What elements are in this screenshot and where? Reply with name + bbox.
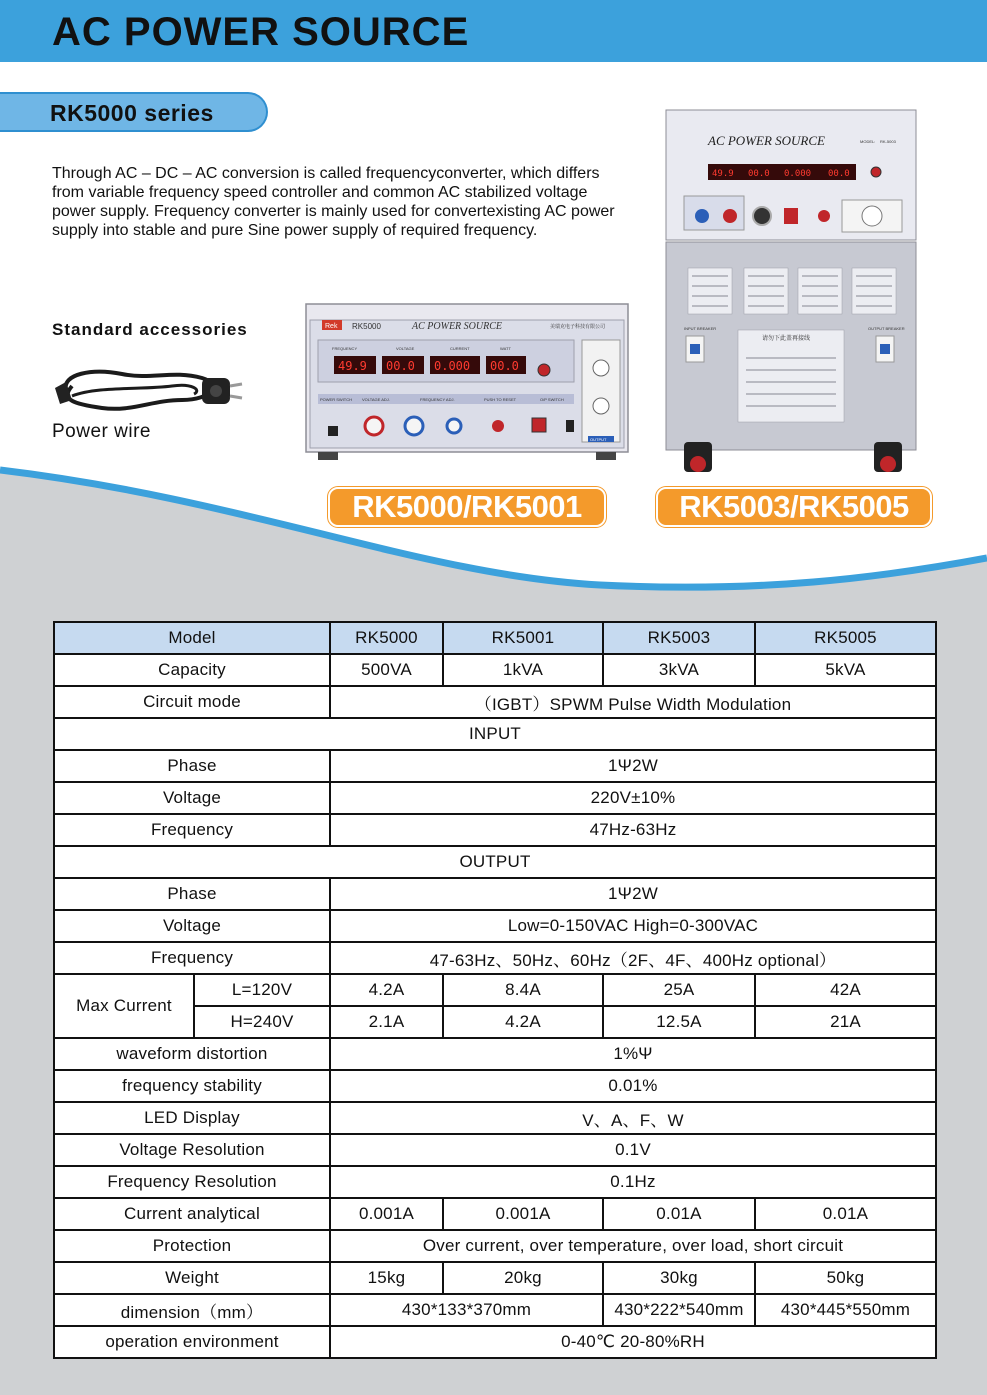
table-row-input-frequency	[54, 814, 936, 846]
tall-unit-watt-display: 00.0	[828, 169, 850, 179]
small-unit-power-switch-label: POWER SWITCH	[320, 397, 352, 402]
table-row-freq-stability	[54, 1070, 936, 1102]
tall-unit-model: RK-5003	[880, 139, 896, 144]
small-unit-label-frequency: FREQUENCY	[332, 346, 358, 351]
table-row-input-phase	[54, 750, 936, 782]
table-cell: 0.001A	[443, 1198, 603, 1230]
table-cell: 430*133*370mm	[330, 1294, 603, 1326]
spec-table	[53, 621, 937, 1359]
table-cell-label: Weight	[54, 1262, 330, 1294]
tall-unit-output-breaker-label: OUTPUT BREAKER	[868, 326, 905, 331]
table-cell: 0.1Hz	[330, 1166, 936, 1198]
table-row-output-phase	[54, 878, 936, 910]
table-section-input	[54, 718, 936, 750]
rk5003-unit-image	[664, 108, 918, 476]
tall-unit-frequency-display: 49.9	[712, 169, 734, 179]
table-cell: V、A、F、W	[330, 1102, 936, 1134]
small-unit-panel-title: AC POWER SOURCE	[412, 321, 502, 332]
table-cell: 0.1V	[330, 1134, 936, 1166]
table-cell: 12.5A	[603, 1006, 755, 1038]
table-cell: 1Ψ2W	[330, 878, 936, 910]
tall-unit-voltage-display: 00.0	[748, 169, 770, 179]
small-unit-label-voltage: VOLTAGE	[396, 346, 415, 351]
small-unit-current-display: 0.000	[434, 359, 471, 373]
table-cell-label: Circuit mode	[54, 686, 330, 718]
table-row-environment	[54, 1326, 936, 1358]
header-band	[0, 0, 987, 62]
table-row-current-analytical	[54, 1198, 936, 1230]
small-unit-reset-label: PUSH TO RESET	[484, 397, 517, 402]
table-row-frequency-resolution	[54, 1166, 936, 1198]
table-cell-label: Frequency	[54, 942, 330, 974]
table-row-model	[54, 622, 936, 654]
table-cell-label: operation environment	[54, 1326, 330, 1358]
table-cell: 50kg	[755, 1262, 936, 1294]
table-cell: 430*222*540mm	[603, 1294, 755, 1326]
table-cell: 47-63Hz、50Hz、60Hz（2F、4F、400Hz optional）	[330, 942, 936, 974]
table-row-output-voltage	[54, 910, 936, 942]
table-cell-label: Capacity	[54, 654, 330, 686]
small-unit-frequency-adj-label: FREQUENCY ADJ.	[420, 397, 455, 402]
badge-rk5000-rk5001: RK5000/RK5001	[328, 487, 606, 527]
table-cell: 20kg	[443, 1262, 603, 1294]
table-section-output	[54, 846, 936, 878]
table-cell-model-rk5000: RK5000	[330, 622, 443, 654]
table-cell: 1kVA	[443, 654, 603, 686]
table-cell-model-rk5005: RK5005	[755, 622, 936, 654]
badge-rk5003-rk5005: RK5003/RK5005	[656, 487, 932, 527]
table-row-voltage-resolution	[54, 1134, 936, 1166]
table-cell: 25A	[603, 974, 755, 1006]
table-cell-label: Frequency Resolution	[54, 1166, 330, 1198]
power-wire-image	[52, 360, 248, 420]
small-unit-voltage-display: 00.0	[386, 359, 415, 373]
table-cell-label: Voltage Resolution	[54, 1134, 330, 1166]
table-cell: 1Ψ2W	[330, 750, 936, 782]
table-cell-label: Voltage	[54, 782, 330, 814]
table-cell-label: waveform distortion	[54, 1038, 330, 1070]
tall-unit-panel-title: AC POWER SOURCE	[708, 133, 825, 148]
intro-paragraph: Through AC – DC – AC conversion is called frequencyconverter, which differs from variable frequency speed controller and common AC stabilized voltage power supply. Frequency converter is mainly used for convertexisting AC power supply into stable and pure Sine power supply of required frequency.	[52, 165, 615, 239]
table-cell: 2.1A	[330, 1006, 443, 1038]
table-cell: 21A	[755, 1006, 936, 1038]
small-unit-brand: Rek	[325, 323, 338, 330]
tall-unit-model-label: MODEL:	[860, 139, 876, 144]
table-cell: （IGBT）SPWM Pulse Width Modulation	[330, 686, 936, 718]
tall-unit-input-breaker-label: INPUT BREAKER	[684, 326, 717, 331]
small-unit-frequency-display: 49.9	[338, 359, 367, 373]
table-cell: 4.2A	[330, 974, 443, 1006]
small-unit-label-watt: WATT	[500, 346, 511, 351]
accessories-title: Standard accessories	[52, 320, 248, 339]
table-row-protection	[54, 1230, 936, 1262]
series-tab-label: RK5000 series	[50, 100, 214, 126]
table-row-weight	[54, 1262, 936, 1294]
table-cell: 5kVA	[755, 654, 936, 686]
table-cell: 220V±10%	[330, 782, 936, 814]
table-cell: 0-40℃ 20-80%RH	[330, 1326, 936, 1358]
table-cell-label: Frequency	[54, 814, 330, 846]
table-cell: 0.01A	[603, 1198, 755, 1230]
series-tab	[0, 92, 268, 132]
table-cell-label: Phase	[54, 750, 330, 782]
table-cell-label: Current analytical	[54, 1198, 330, 1230]
table-row-capacity	[54, 654, 936, 686]
table-section-label: INPUT	[54, 718, 936, 750]
table-row-input-voltage	[54, 782, 936, 814]
tall-unit-current-display: 0.000	[784, 169, 812, 179]
table-row-led	[54, 1102, 936, 1134]
small-unit-label-current: CURRENT	[450, 346, 470, 351]
table-cell-model-rk5001: RK5001	[443, 622, 603, 654]
small-unit-output-switch-label: O/P SWITCH	[540, 397, 564, 402]
small-unit-model: RK5000	[352, 322, 381, 331]
table-cell: 4.2A	[443, 1006, 603, 1038]
table-row-max-current-low	[54, 974, 936, 1006]
table-cell: 42A	[755, 974, 936, 1006]
table-cell-label: dimension（mm）	[54, 1294, 330, 1326]
table-row-circuit-mode	[54, 686, 936, 718]
table-cell: 0.01A	[755, 1198, 936, 1230]
small-unit-voltage-adj-label: VOLTAGE ADJ.	[362, 397, 390, 402]
table-cell: 0.01%	[330, 1070, 936, 1102]
table-cell-label: Voltage	[54, 910, 330, 942]
small-unit-company: 美瑞克电子科技有限公司	[550, 324, 606, 330]
table-cell-label: Protection	[54, 1230, 330, 1262]
table-row-output-frequency	[54, 942, 936, 974]
table-cell: 8.4A	[443, 974, 603, 1006]
table-section-label: OUTPUT	[54, 846, 936, 878]
small-unit-watt-display: 00.0	[490, 359, 519, 373]
table-row-waveform	[54, 1038, 936, 1070]
table-cell: 0.001A	[330, 1198, 443, 1230]
table-cell-label: frequency stability	[54, 1070, 330, 1102]
table-cell: 47Hz-63Hz	[330, 814, 936, 846]
table-cell-model-rk5003: RK5003	[603, 622, 755, 654]
page-title: AC POWER SOURCE	[52, 10, 470, 54]
rk5000-unit-image	[304, 302, 630, 462]
tall-unit-back-label: 请勿下此盖再接线	[762, 335, 811, 342]
accessory-label: Power wire	[52, 421, 151, 442]
table-cell-sublabel: H=240V	[194, 1006, 330, 1038]
table-cell: 3kVA	[603, 654, 755, 686]
table-cell: 1%Ψ	[330, 1038, 936, 1070]
table-cell-label: LED Display	[54, 1102, 330, 1134]
table-cell-label: Phase	[54, 878, 330, 910]
table-cell-sublabel: L=120V	[194, 974, 330, 1006]
table-cell: 30kg	[603, 1262, 755, 1294]
table-cell: Low=0-150VAC High=0-300VAC	[330, 910, 936, 942]
table-row-dimension	[54, 1294, 936, 1326]
table-cell: 500VA	[330, 654, 443, 686]
table-cell: 430*445*550mm	[755, 1294, 936, 1326]
table-cell: 15kg	[330, 1262, 443, 1294]
small-unit-output-label: OUTPUT	[590, 437, 607, 442]
table-cell-label: Max Current	[54, 974, 194, 1038]
table-cell-label: Model	[54, 622, 330, 654]
table-cell: Over current, over temperature, over load, short circuit	[330, 1230, 936, 1262]
